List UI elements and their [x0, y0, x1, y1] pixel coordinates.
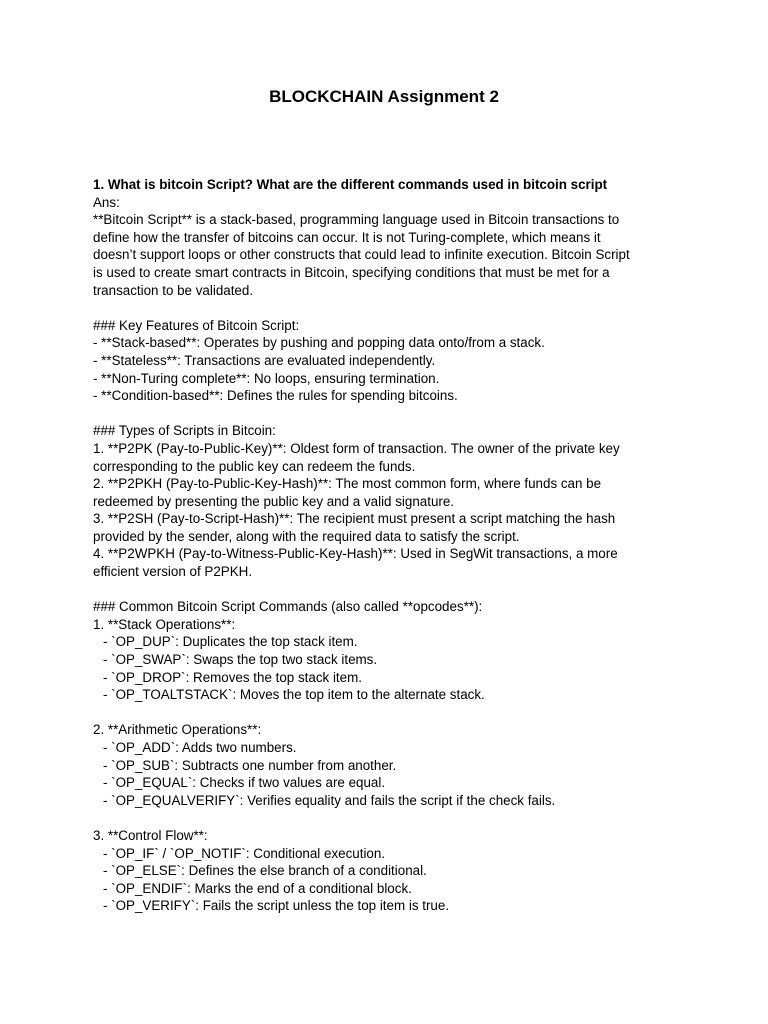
text-line: redeemed by presenting the public key and a valid signature. — [93, 493, 455, 509]
text-line: is used to create smart contracts in Bitcoin, specifying conditions that must be met for a — [93, 264, 610, 280]
text-line: ### Key Features of Bitcoin Script: — [93, 317, 300, 333]
text-line: - `OP_EQUAL`: Checks if two values are equal. — [103, 775, 386, 791]
blank-line — [93, 704, 673, 722]
text-line: **Bitcoin Script** is a stack-based, programming language used in Bitcoin transactions to — [93, 212, 620, 228]
text-line: define how the transfer of bitcoins can occur. It is not Turing-complete, which means it — [93, 229, 601, 245]
text-line: 1. **Stack Operations**: — [93, 616, 236, 632]
text-line: - `OP_IF` / `OP_NOTIF`: Conditional execution. — [103, 845, 386, 861]
text-line: corresponding to the public key can redeem the funds. — [93, 458, 416, 474]
text-line: - `OP_TOALTSTACK`: Moves the top item to the alternate stack. — [103, 687, 485, 703]
text-line: - `OP_ENDIF`: Marks the end of a conditional block. — [103, 880, 412, 896]
text-line: ### Common Bitcoin Script Commands (also called **opcodes**): — [93, 599, 483, 615]
text-line: - `OP_SUB`: Subtracts one number from another. — [103, 757, 397, 773]
blank-line — [93, 299, 673, 317]
blank-line — [93, 581, 673, 599]
text-line: ### Types of Scripts in Bitcoin: — [93, 423, 276, 439]
text-line: - **Stateless**: Transactions are evaluated independently. — [93, 352, 436, 368]
blank-line — [93, 809, 673, 827]
blank-line — [93, 405, 673, 423]
document-title: BLOCKCHAIN Assignment 2 — [269, 87, 499, 106]
text-line: 2. **P2PKH (Pay-to-Public-Key-Hash)**: The most common form, where funds can be — [93, 476, 602, 492]
text-line: - `OP_VERIFY`: Fails the script unless the top item is true. — [103, 898, 450, 914]
text-line: transaction to be validated. — [93, 282, 254, 298]
text-line: 3. **P2SH (Pay-to-Script-Hash)**: The recipient must present a script matching the hash — [93, 511, 616, 527]
text-line: doesn’t support loops or other constructs that could lead to infinite execution. Bitcoin Script — [93, 247, 630, 263]
text-line: - `OP_SWAP`: Swaps the top two stack items. — [103, 652, 378, 668]
text-line: - `OP_ADD`: Adds two numbers. — [103, 740, 297, 755]
text-line: 1. **P2PK (Pay-to-Public-Key)**: Oldest form of transaction. The owner of the private key — [93, 440, 620, 456]
text-line: - **Non-Turing complete**: No loops, ensuring termination. — [93, 370, 440, 386]
text-line: - **Condition-based**: Defines the rules for spending bitcoins. — [93, 388, 458, 404]
text-line: - `OP_ELSE`: Defines the else branch of a conditional. — [103, 863, 427, 879]
text-line: provided by the sender, along with the required data to satisfy the script. — [93, 528, 520, 544]
text-line: - `OP_DROP`: Removes the top stack item. — [103, 669, 362, 685]
text-line: 2. **Arithmetic Operations**: — [93, 722, 262, 738]
text-line: Ans: — [93, 194, 120, 210]
text-line: - **Stack-based**: Operates by pushing and popping data onto/from a stack. — [93, 335, 545, 351]
question-heading: 1. What is bitcoin Script? What are the different commands used in bitcoin script — [93, 177, 608, 192]
text-line: - `OP_DUP`: Duplicates the top stack item. — [103, 634, 358, 650]
text-line: efficient version of P2PKH. — [93, 564, 253, 580]
text-line: 4. **P2WPKH (Pay-to-Witness-Public-Key-Hash)**: Used in SegWit transactions, a more — [93, 546, 618, 562]
text-line: 3. **Control Flow**: — [93, 827, 208, 843]
text-line: - `OP_EQUALVERIFY`: Verifies equality and fails the script if the check fails. — [103, 792, 556, 808]
document-body — [93, 176, 673, 915]
